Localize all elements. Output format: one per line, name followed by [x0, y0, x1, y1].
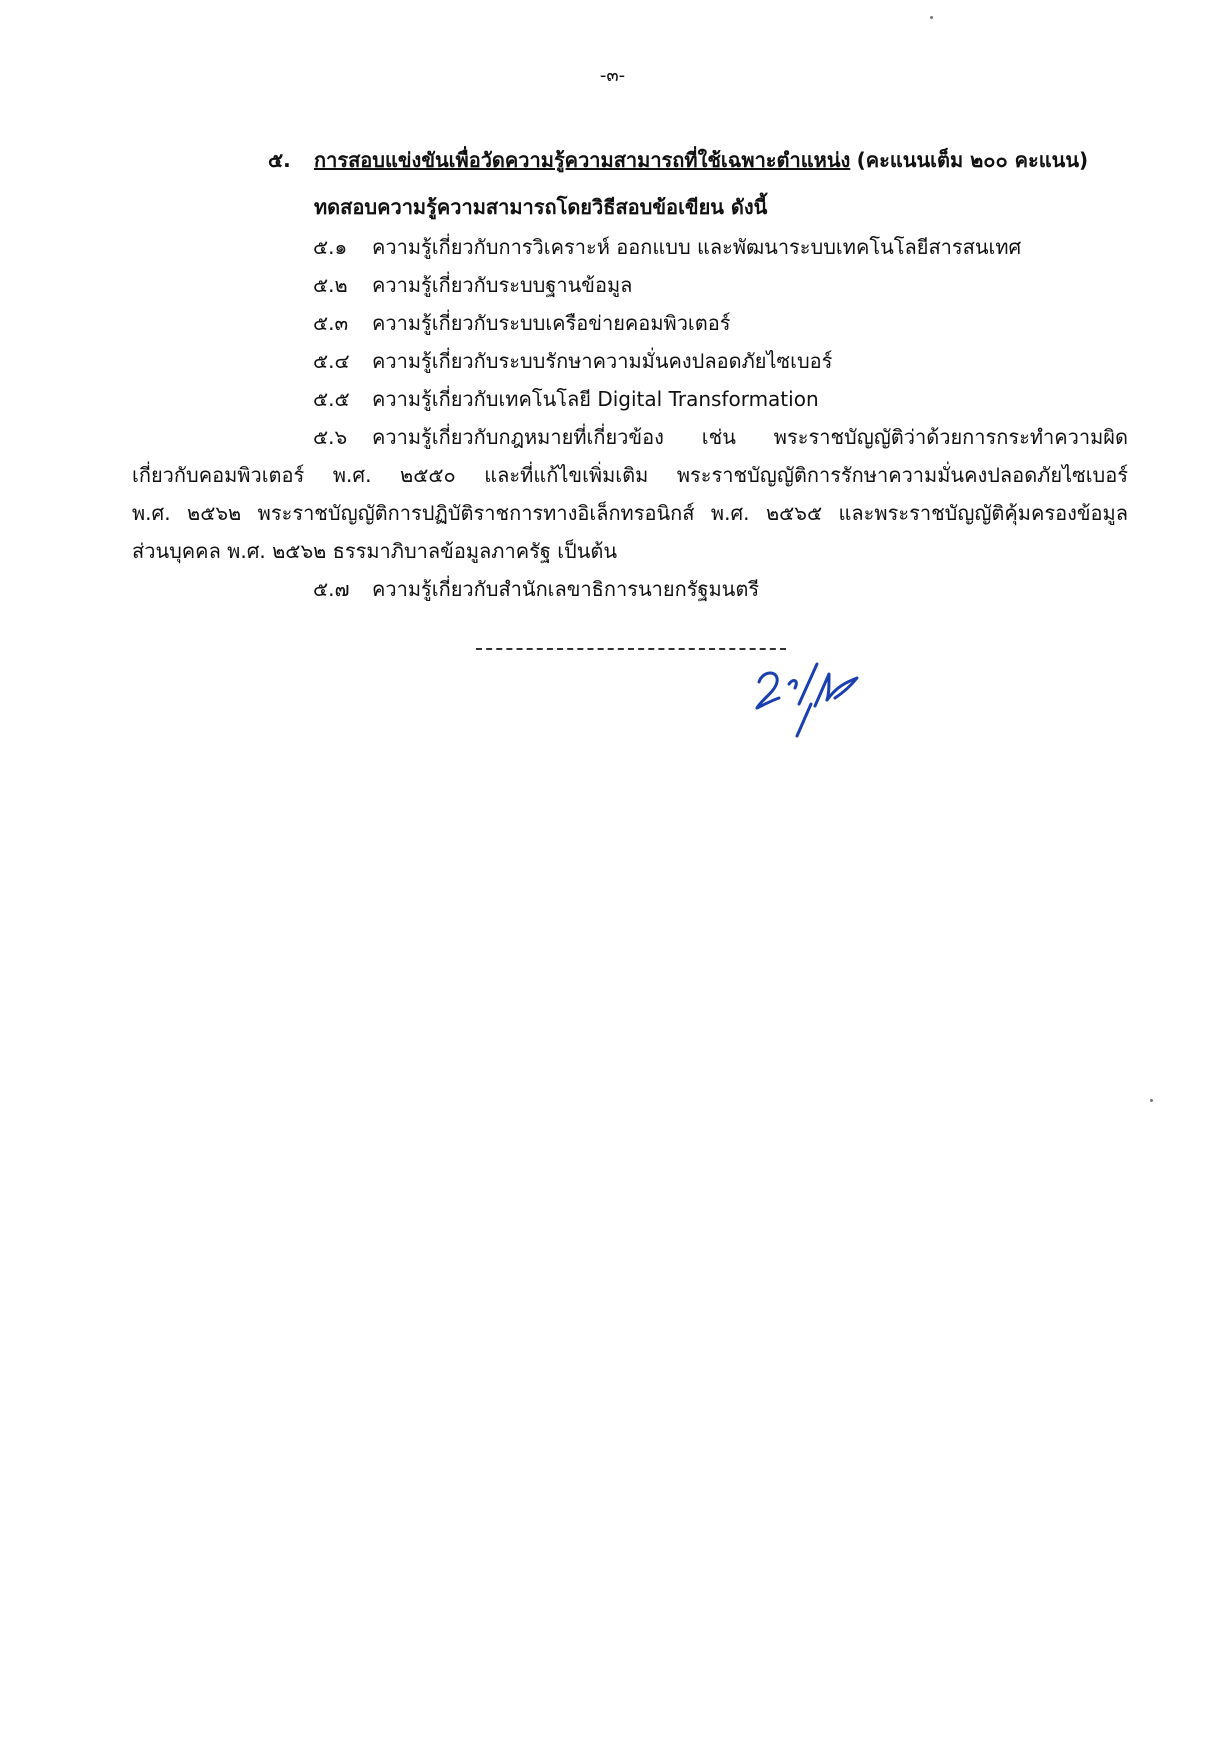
- section-heading: [268, 146, 1088, 174]
- item-number: ๕.๒: [313, 273, 348, 297]
- list-item: [313, 309, 731, 337]
- item-number: ๕.๔: [313, 349, 350, 373]
- item-number: ๕.๖: [313, 425, 348, 449]
- page-number: -๓-: [599, 65, 626, 86]
- item-number: ๕.๑: [313, 235, 348, 259]
- item-text: ความรู้เกี่ยวกับเทคโนโลยี Digital Transformation: [372, 387, 819, 411]
- list-item: [313, 575, 759, 603]
- signature-icon: [745, 660, 875, 740]
- item-text: ความรู้เกี่ยวกับกฎหมายที่เกี่ยวข้อง เช่น พระราชบัญญัติว่าด้วยการกระทำความผิด: [372, 425, 1128, 449]
- item-text: ความรู้เกี่ยวกับสำนักเลขาธิการนายกรัฐมนตรี: [372, 577, 760, 601]
- item-text: ความรู้เกี่ยวกับการวิเคราะห์ ออกแบบ และพัฒนาระบบเทคโนโลยีสารสนเทศ: [372, 235, 1022, 259]
- item-number: ๕.๕: [313, 387, 350, 411]
- section-subtitle: ทดสอบความรู้ความสามารถโดยวิธีสอบข้อเขียน ดังนี้: [314, 195, 768, 219]
- scan-speck: [1150, 1099, 1153, 1102]
- list-item: [313, 233, 1021, 261]
- scan-speck: [930, 16, 933, 19]
- section-title: การสอบแข่งขันเพื่อวัดความรู้ความสามารถที่ใช้เฉพาะตำแหน่ง: [314, 148, 851, 172]
- list-item-6-line2: เกี่ยวกับคอมพิวเตอร์ พ.ศ. ๒๕๕๐ และที่แก้ไขเพิ่มเติม พระราชบัญญัติการรักษาความมั่นคงปลอดภัยไซเบอร์: [132, 463, 1128, 487]
- item-number: ๕.๗: [313, 577, 350, 601]
- list-item-6-line3: พ.ศ. ๒๕๖๒ พระราชบัญญัติการปฏิบัติราชการทางอิเล็กทรอนิกส์ พ.ศ. ๒๕๖๕ และพระราชบัญญัติคุ้มครองข้อมูล: [132, 501, 1128, 525]
- item-text: ความรู้เกี่ยวกับระบบรักษาความมั่นคงปลอดภัยไซเบอร์: [372, 349, 833, 373]
- list-item: [313, 271, 632, 299]
- end-divider: [476, 648, 786, 650]
- item-number: ๕.๓: [313, 311, 349, 335]
- list-item-6-line4: ส่วนบุคคล พ.ศ. ๒๕๖๒ ธรรมาภิบาลข้อมูลภาครัฐ เป็นต้น: [132, 539, 618, 563]
- item-text: ความรู้เกี่ยวกับระบบเครือข่ายคอมพิวเตอร์: [372, 311, 731, 335]
- section-score: (คะแนนเต็ม ๒๐๐ คะแนน): [856, 148, 1089, 172]
- list-item: [313, 385, 819, 413]
- item-text: ความรู้เกี่ยวกับระบบฐานข้อมูล: [372, 273, 633, 297]
- list-item-6-line1: [313, 423, 1128, 451]
- section-number: ๕.: [268, 148, 291, 172]
- list-item: [313, 347, 832, 375]
